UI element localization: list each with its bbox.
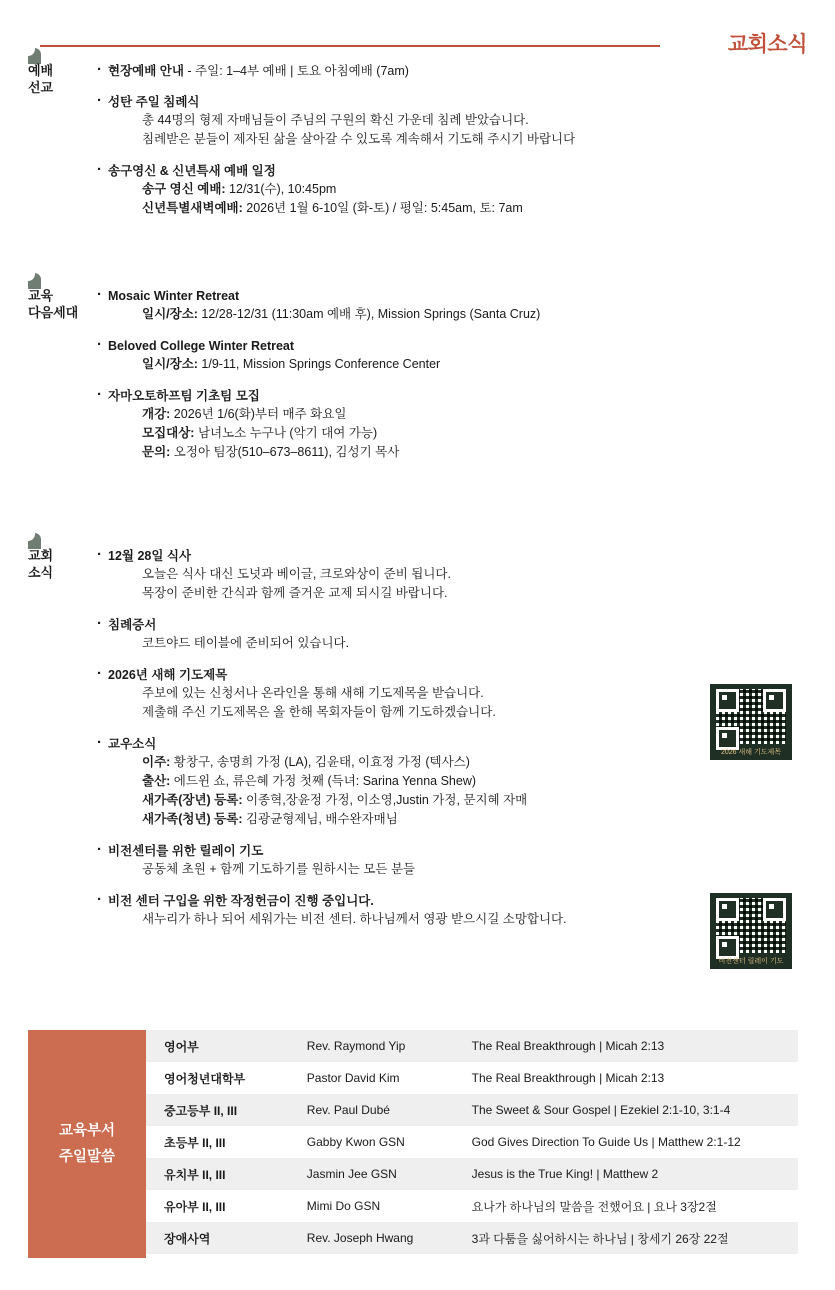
table-row bbox=[146, 1094, 798, 1126]
detail-value: 이종혁,장윤정 가정, 이소영,Justin 가정, 문지혜 자매 bbox=[242, 793, 528, 807]
qr-finder-icon bbox=[763, 689, 786, 712]
announcement-title bbox=[96, 616, 796, 634]
announcement-title bbox=[96, 287, 796, 305]
announcement-title-bold: 자마오토하프팀 기초팀 모집 bbox=[108, 389, 260, 403]
detail-label: 송구 영신 예배: bbox=[142, 182, 226, 196]
cell-topic: The Real Breakthrough | Micah 2:13 bbox=[454, 1062, 798, 1094]
announcement-detail: 침례받은 분들이 제자된 삶을 살아갈 수 있도록 계속해서 기도해 주시기 바랍니다 bbox=[142, 132, 576, 146]
announcement-title-bold: 12월 28일 식사 bbox=[108, 549, 192, 563]
announcement-item bbox=[96, 62, 796, 80]
announcement-detail bbox=[96, 355, 796, 374]
table-side-label-line1: 교육부서 bbox=[58, 1123, 116, 1139]
announcement-title-bold: 비전 센터 구입을 위한 작정헌금이 진행 중입니다. bbox=[108, 894, 374, 908]
announcement-title-bold: 교우소식 bbox=[108, 737, 157, 751]
page-header bbox=[40, 28, 807, 58]
announcement-item bbox=[96, 93, 796, 149]
detail-label: 일시/장소: bbox=[142, 357, 198, 371]
detail-label: 모집대상: bbox=[142, 426, 195, 440]
detail-label: 새가족(청년) 등록: bbox=[142, 812, 243, 826]
table-row bbox=[146, 1190, 798, 1222]
table-row bbox=[146, 1062, 798, 1094]
section-body bbox=[96, 547, 796, 929]
announcement-detail bbox=[96, 791, 796, 810]
announcement-detail: 공동체 초원 + 함께 기도하기를 원하시는 모든 분들 bbox=[142, 862, 416, 876]
announcement-title-bold: Mosaic Winter Retreat bbox=[108, 289, 240, 303]
table-row bbox=[146, 1222, 798, 1254]
qr-caption: 2026 새해 기도제목 bbox=[720, 749, 782, 756]
cell-speaker: Rev. Paul Dubé bbox=[289, 1094, 454, 1126]
announcement-title-bold: 현장예배 안내 bbox=[108, 64, 184, 78]
announcement-detail: 목장이 준비한 간식과 함께 즐거운 교제 되시길 바랍니다. bbox=[142, 586, 448, 600]
section-label-line1: 교회 bbox=[28, 548, 54, 563]
detail-value: 12/31(수), 10:45pm bbox=[225, 182, 337, 196]
qr-code-image[interactable] bbox=[710, 684, 792, 760]
detail-value: 에드윈 쇼, 류은혜 가정 첫째 (득녀: Sarina Yenna Shew) bbox=[170, 774, 477, 788]
detail-value: 남녀노소 누구나 (악기 대여 가능) bbox=[194, 426, 378, 440]
announcement-title bbox=[96, 666, 796, 684]
qr-caption: 비전센터 릴레이 기도 bbox=[718, 958, 784, 965]
cell-speaker: Rev. Joseph Hwang bbox=[289, 1222, 454, 1254]
announcement-item bbox=[96, 892, 796, 929]
qr-finder-icon bbox=[716, 689, 739, 712]
announcement-detail bbox=[96, 305, 796, 324]
announcement-title-thin: - 주일: 1–4부 예배 | 토요 아침예배 (7am) bbox=[183, 64, 409, 78]
cell-department: 영어청년대학부 bbox=[146, 1062, 289, 1094]
announcement-title-bold: Beloved College Winter Retreat bbox=[108, 339, 295, 353]
announcement-title-bold: 2026년 새해 기도제목 bbox=[108, 668, 228, 682]
detail-label: 일시/장소: bbox=[142, 307, 198, 321]
detail-label: 새가족(장년) 등록: bbox=[142, 793, 243, 807]
cell-topic: The Real Breakthrough | Micah 2:13 bbox=[454, 1030, 798, 1062]
announcement-title bbox=[96, 842, 796, 860]
table-row bbox=[146, 1030, 798, 1062]
qr-finder-icon bbox=[763, 898, 786, 921]
section-body bbox=[96, 287, 796, 462]
section-label bbox=[28, 547, 90, 581]
cell-topic: 요나가 하나님의 말씀을 전했어요 | 요나 3장2절 bbox=[454, 1190, 798, 1222]
announcement-item bbox=[96, 616, 796, 653]
detail-value: 1/9-11, Mission Springs Conference Center bbox=[197, 357, 441, 371]
detail-value: 김광균형제님, 배수완자매님 bbox=[242, 812, 398, 826]
detail-label: 이주: bbox=[142, 755, 171, 769]
table-side-label-line2: 주일말씀 bbox=[58, 1149, 116, 1165]
table-side-label bbox=[28, 1030, 146, 1258]
section-label-line2: 소식 bbox=[28, 565, 54, 580]
announcement-title bbox=[96, 93, 796, 111]
section-label bbox=[28, 62, 90, 96]
announcement-detail bbox=[96, 443, 796, 462]
announcement-title-bold: 침례증서 bbox=[108, 618, 157, 632]
section-label-line1: 교육 bbox=[28, 288, 54, 303]
announcement-detail: 주보에 있는 신청서나 온라인을 통해 새해 기도제목을 받습니다. bbox=[142, 686, 484, 700]
table-row bbox=[146, 1126, 798, 1158]
announcement-detail: 코트야드 테이블에 준비되어 있습니다. bbox=[142, 636, 350, 650]
detail-label: 개강: bbox=[142, 407, 171, 421]
cell-topic: Jesus is the True King! | Matthew 2 bbox=[454, 1158, 798, 1190]
detail-label: 신년특별새벽예배: bbox=[142, 201, 243, 215]
announcement-item bbox=[96, 387, 796, 462]
sermon-table bbox=[146, 1030, 798, 1254]
cell-topic: God Gives Direction To Guide Us | Matthew 2:1-12 bbox=[454, 1126, 798, 1158]
detail-value: 12/28-12/31 (11:30am 예배 후), Mission Springs (Santa Cruz) bbox=[197, 307, 541, 321]
section-label-line2: 다음세대 bbox=[28, 305, 79, 320]
announcement-title bbox=[96, 387, 796, 405]
section-label-line2: 선교 bbox=[28, 80, 54, 95]
announcement-title bbox=[96, 162, 796, 180]
cell-speaker: Jasmin Jee GSN bbox=[289, 1158, 454, 1190]
announcement-detail bbox=[96, 405, 796, 424]
cell-topic: 3과 다툼을 싫어하시는 하나님 | 창세기 26장 22절 bbox=[454, 1222, 798, 1254]
qr-finder-icon bbox=[716, 898, 739, 921]
cell-department: 영어부 bbox=[146, 1030, 289, 1062]
qr-code-vision-center-prayer[interactable] bbox=[710, 893, 792, 969]
announcement-detail bbox=[96, 810, 796, 829]
announcement-item bbox=[96, 842, 796, 879]
announcement-item bbox=[96, 666, 796, 722]
announcement-detail bbox=[96, 199, 796, 218]
announcement-detail: 제출해 주신 기도제목은 올 한해 목회자들이 함께 기도하겠습니다. bbox=[142, 705, 496, 719]
cell-speaker: Pastor David Kim bbox=[289, 1062, 454, 1094]
announcement-detail bbox=[96, 772, 796, 791]
cell-topic: The Sweet & Sour Gospel | Ezekiel 2:1-10, 3:1-4 bbox=[454, 1094, 798, 1126]
cell-speaker: Rev. Raymond Yip bbox=[289, 1030, 454, 1062]
cell-department: 장애사역 bbox=[146, 1222, 289, 1254]
cell-department: 유치부 II, III bbox=[146, 1158, 289, 1190]
cell-department: 초등부 II, III bbox=[146, 1126, 289, 1158]
announcement-item bbox=[96, 735, 796, 829]
detail-value: 2026년 1/6(화)부터 매주 화요일 bbox=[170, 407, 347, 421]
announcement-title bbox=[96, 735, 796, 753]
header-divider bbox=[40, 45, 660, 47]
section-label bbox=[28, 287, 90, 321]
announcement-item bbox=[96, 287, 796, 324]
announcement-title bbox=[96, 337, 796, 355]
detail-label: 출산: bbox=[142, 774, 171, 788]
announcement-title bbox=[96, 892, 796, 910]
announcement-title-bold: 송구영신 & 신년특새 예배 일정 bbox=[108, 164, 276, 178]
cell-department: 유아부 II, III bbox=[146, 1190, 289, 1222]
qr-code-image[interactable] bbox=[710, 893, 792, 969]
table-row bbox=[146, 1158, 798, 1190]
detail-value: 2026년 1월 6-10일 (화-토) / 평일: 5:45am, 토: 7am bbox=[242, 201, 523, 215]
announcement-detail: 총 44명의 형제 자매님들이 주님의 구원의 확신 가운데 침례 받았습니다. bbox=[142, 113, 529, 127]
announcement-item bbox=[96, 547, 796, 603]
announcement-item bbox=[96, 337, 796, 374]
announcement-title bbox=[96, 547, 796, 565]
announcement-detail bbox=[96, 753, 796, 772]
announcement-item bbox=[96, 162, 796, 218]
announcement-title-bold: 성탄 주일 침례식 bbox=[108, 95, 200, 109]
announcement-title bbox=[96, 62, 796, 80]
announcement-detail bbox=[96, 180, 796, 199]
detail-label: 문의: bbox=[142, 445, 171, 459]
page-title: 교회소식 bbox=[727, 33, 807, 56]
cell-speaker: Mimi Do GSN bbox=[289, 1190, 454, 1222]
qr-code-new-year-prayer[interactable] bbox=[710, 684, 792, 760]
announcement-detail bbox=[96, 424, 796, 443]
section-label-line1: 예배 bbox=[28, 63, 54, 78]
announcement-title-bold: 비전센터를 위한 릴레이 기도 bbox=[108, 844, 264, 858]
section-body bbox=[96, 62, 796, 218]
cell-department: 중고등부 II, III bbox=[146, 1094, 289, 1126]
cell-speaker: Gabby Kwon GSN bbox=[289, 1126, 454, 1158]
detail-value: 오정아 팀장(510–673–8611), 김성기 목사 bbox=[170, 445, 400, 459]
announcement-detail: 오늘은 식사 대신 도넛과 베이글, 크로와상이 준비 됩니다. bbox=[142, 567, 451, 581]
detail-value: 황창구, 송명희 가정 (LA), 김윤태, 이효정 가정 (텍사스) bbox=[170, 755, 470, 769]
announcement-detail: 새누리가 하나 되어 세워가는 비전 센터. 하나님께서 영광 받으시길 소망합니다. bbox=[142, 912, 567, 926]
